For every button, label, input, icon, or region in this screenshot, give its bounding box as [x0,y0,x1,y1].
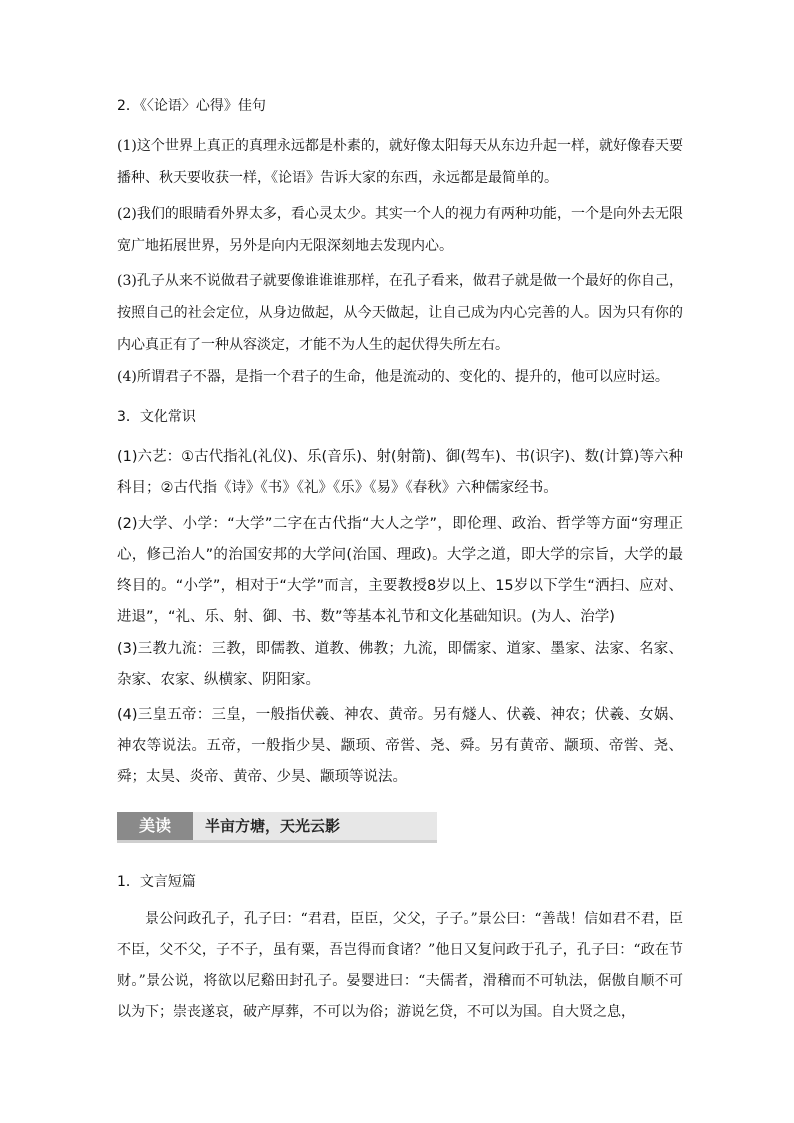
quote-paragraph-1: (1)这个世界上真正的真理永远都是朴素的，就好像太阳每天从东边升起一样，就好像春天要播种、秋天要收获一样，《论语》告诉大家的东西，永远都是最简单的。 [117,138,683,186]
culture-paragraph-4: (4)三皇五帝：三皇，一般指伏羲、神农、黄帝。另有燧人、伏羲、神农；伏羲、女娲、神农等说法。五帝，一般指少昊、颛顼、帝喾、尧、舜。另有黄帝、颛顼、帝喾、尧、舜；太昊、炎帝、黄帝、少昊、颛顼等说法。 [117,707,683,785]
reading-heading: 1．文言短篇 [117,874,196,890]
culture-paragraph-3: (3)三教九流：三教，即儒教、道教、佛教；九流，即儒家、道家、墨家、法家、名家、杂家、农家、纵横家、阴阳家。 [117,641,683,688]
banner-title: 半亩方塘，天光云影 [205,817,341,835]
quote-paragraph-2: (2)我们的眼睛看外界太多，看心灵太少。其实一个人的视力有两种功能，一个是向外去无限宽广地拓展世界，另外是向内无限深刻地去发现内心。 [117,206,683,254]
banner-tag: 美读 [117,812,193,840]
section-banner [117,812,437,843]
culture-paragraph-1: (1)六艺：①古代指礼(礼仪)、乐(音乐)、射(射箭)、御(驾车)、书(识字)、数(计算)等六种科目；②古代指《诗》《书》《礼》《乐》《易》《春秋》六种儒家经书。 [117,449,683,496]
section-heading-quotes: 2．《〈论语〉心得》佳句 [117,98,266,114]
section-heading-culture: 3．文化常识 [117,409,196,425]
quote-paragraph-4: (4)所谓君子不器，是指一个君子的生命，他是流动的、变化的、提升的，他可以应时运。 [117,369,669,385]
quote-paragraph-3: (3)孔子从来不说做君子就要像谁谁谁那样，在孔子看来，做君子就是做一个最好的你自己，按照自己的社会定位，从身边做起，从今天做起，让自己成为内心完善的人。因为只有你的内心真正有了一种从容淡定，才能不为人生的起伏得失所左右。 [117,273,683,353]
reading-passage: 景公问政孔子，孔子曰：“君君，臣臣，父父，子子。”景公曰：“善哉！信如君不君，臣不臣，父不父，子不子，虽有粟，吾岂得而食诸？”他日又复问政于孔子，孔子曰：“政在节财。”景公说，将欲以尼谿田封孔子。晏婴进曰：“夫儒者，滑稽而不可轨法，倨傲自顺不可以为下；崇丧遂哀，破产厚葬，不可以为俗；游说乞贷，不可以为国。自大贤之息， [117,911,683,1020]
culture-paragraph-2: (2)大学、小学：“大学”二字在古代指“大人之学”，即伦理、政治、哲学等方面“穷理正心，修己治人”的治国安邦的大学问(治国、理政)。大学之道，即大学的宗旨，大学的最终目的。“小学”，相对于“大学”而言，主要教授8岁以上、15岁以下学生“洒扫、应对、进退”，“礼、乐、射、御、书、数”等基本礼节和文化基础知识。(为人、治学) [117,516,683,625]
